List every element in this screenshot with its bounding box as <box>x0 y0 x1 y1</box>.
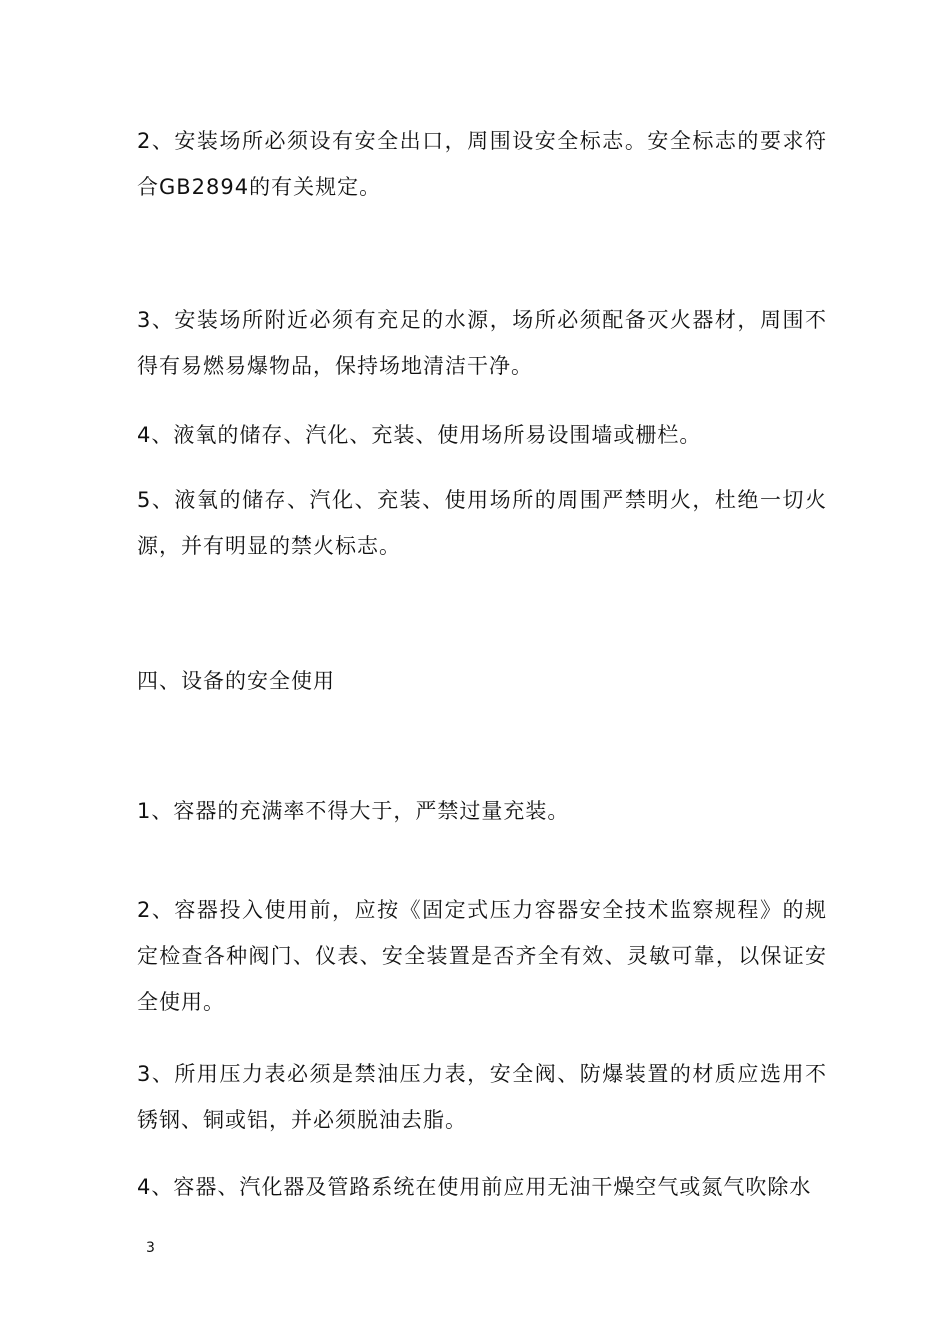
paragraph-install-exit: 2、安装场所必须设有安全出口，周围设安全标志。安全标志的要求符合GB2894的有关规定。 <box>137 129 827 199</box>
paragraph-purge: 4、容器、汽化器及管路系统在使用前应用无油干燥空气或氮气吹除水 <box>137 1175 812 1199</box>
paragraph-pre-use-check: 2、容器投入使用前，应按《固定式压力容器安全技术监察规程》的规定检查各种阀门、仪表、安全装置是否齐全有效、灵敏可靠，以保证安全使用。 <box>137 898 827 1014</box>
section-heading-safe-use: 四、设备的安全使用 <box>137 669 335 693</box>
paragraph-install-water: 3、安装场所附近必须有充足的水源，场所必须配备灭火器材，周围不得有易燃易爆物品，保持场地清洁干净。 <box>137 308 827 378</box>
paragraph-fill-rate: 1、容器的充满率不得大于，严禁过量充装。 <box>137 799 570 823</box>
paragraph-fence: 4、液氧的储存、汽化、充装、使用场所易设围墙或栅栏。 <box>137 423 702 447</box>
paragraph-fire-ban: 5、液氧的储存、汽化、充装、使用场所的周围严禁明火，杜绝一切火源，并有明显的禁火标志。 <box>137 488 827 558</box>
paragraph-pressure-gauge: 3、所用压力表必须是禁油压力表，安全阀、防爆装置的材质应选用不锈钢、铜或铝，并必须脱油去脂。 <box>137 1062 827 1132</box>
page-number: 3 <box>146 1240 155 1256</box>
